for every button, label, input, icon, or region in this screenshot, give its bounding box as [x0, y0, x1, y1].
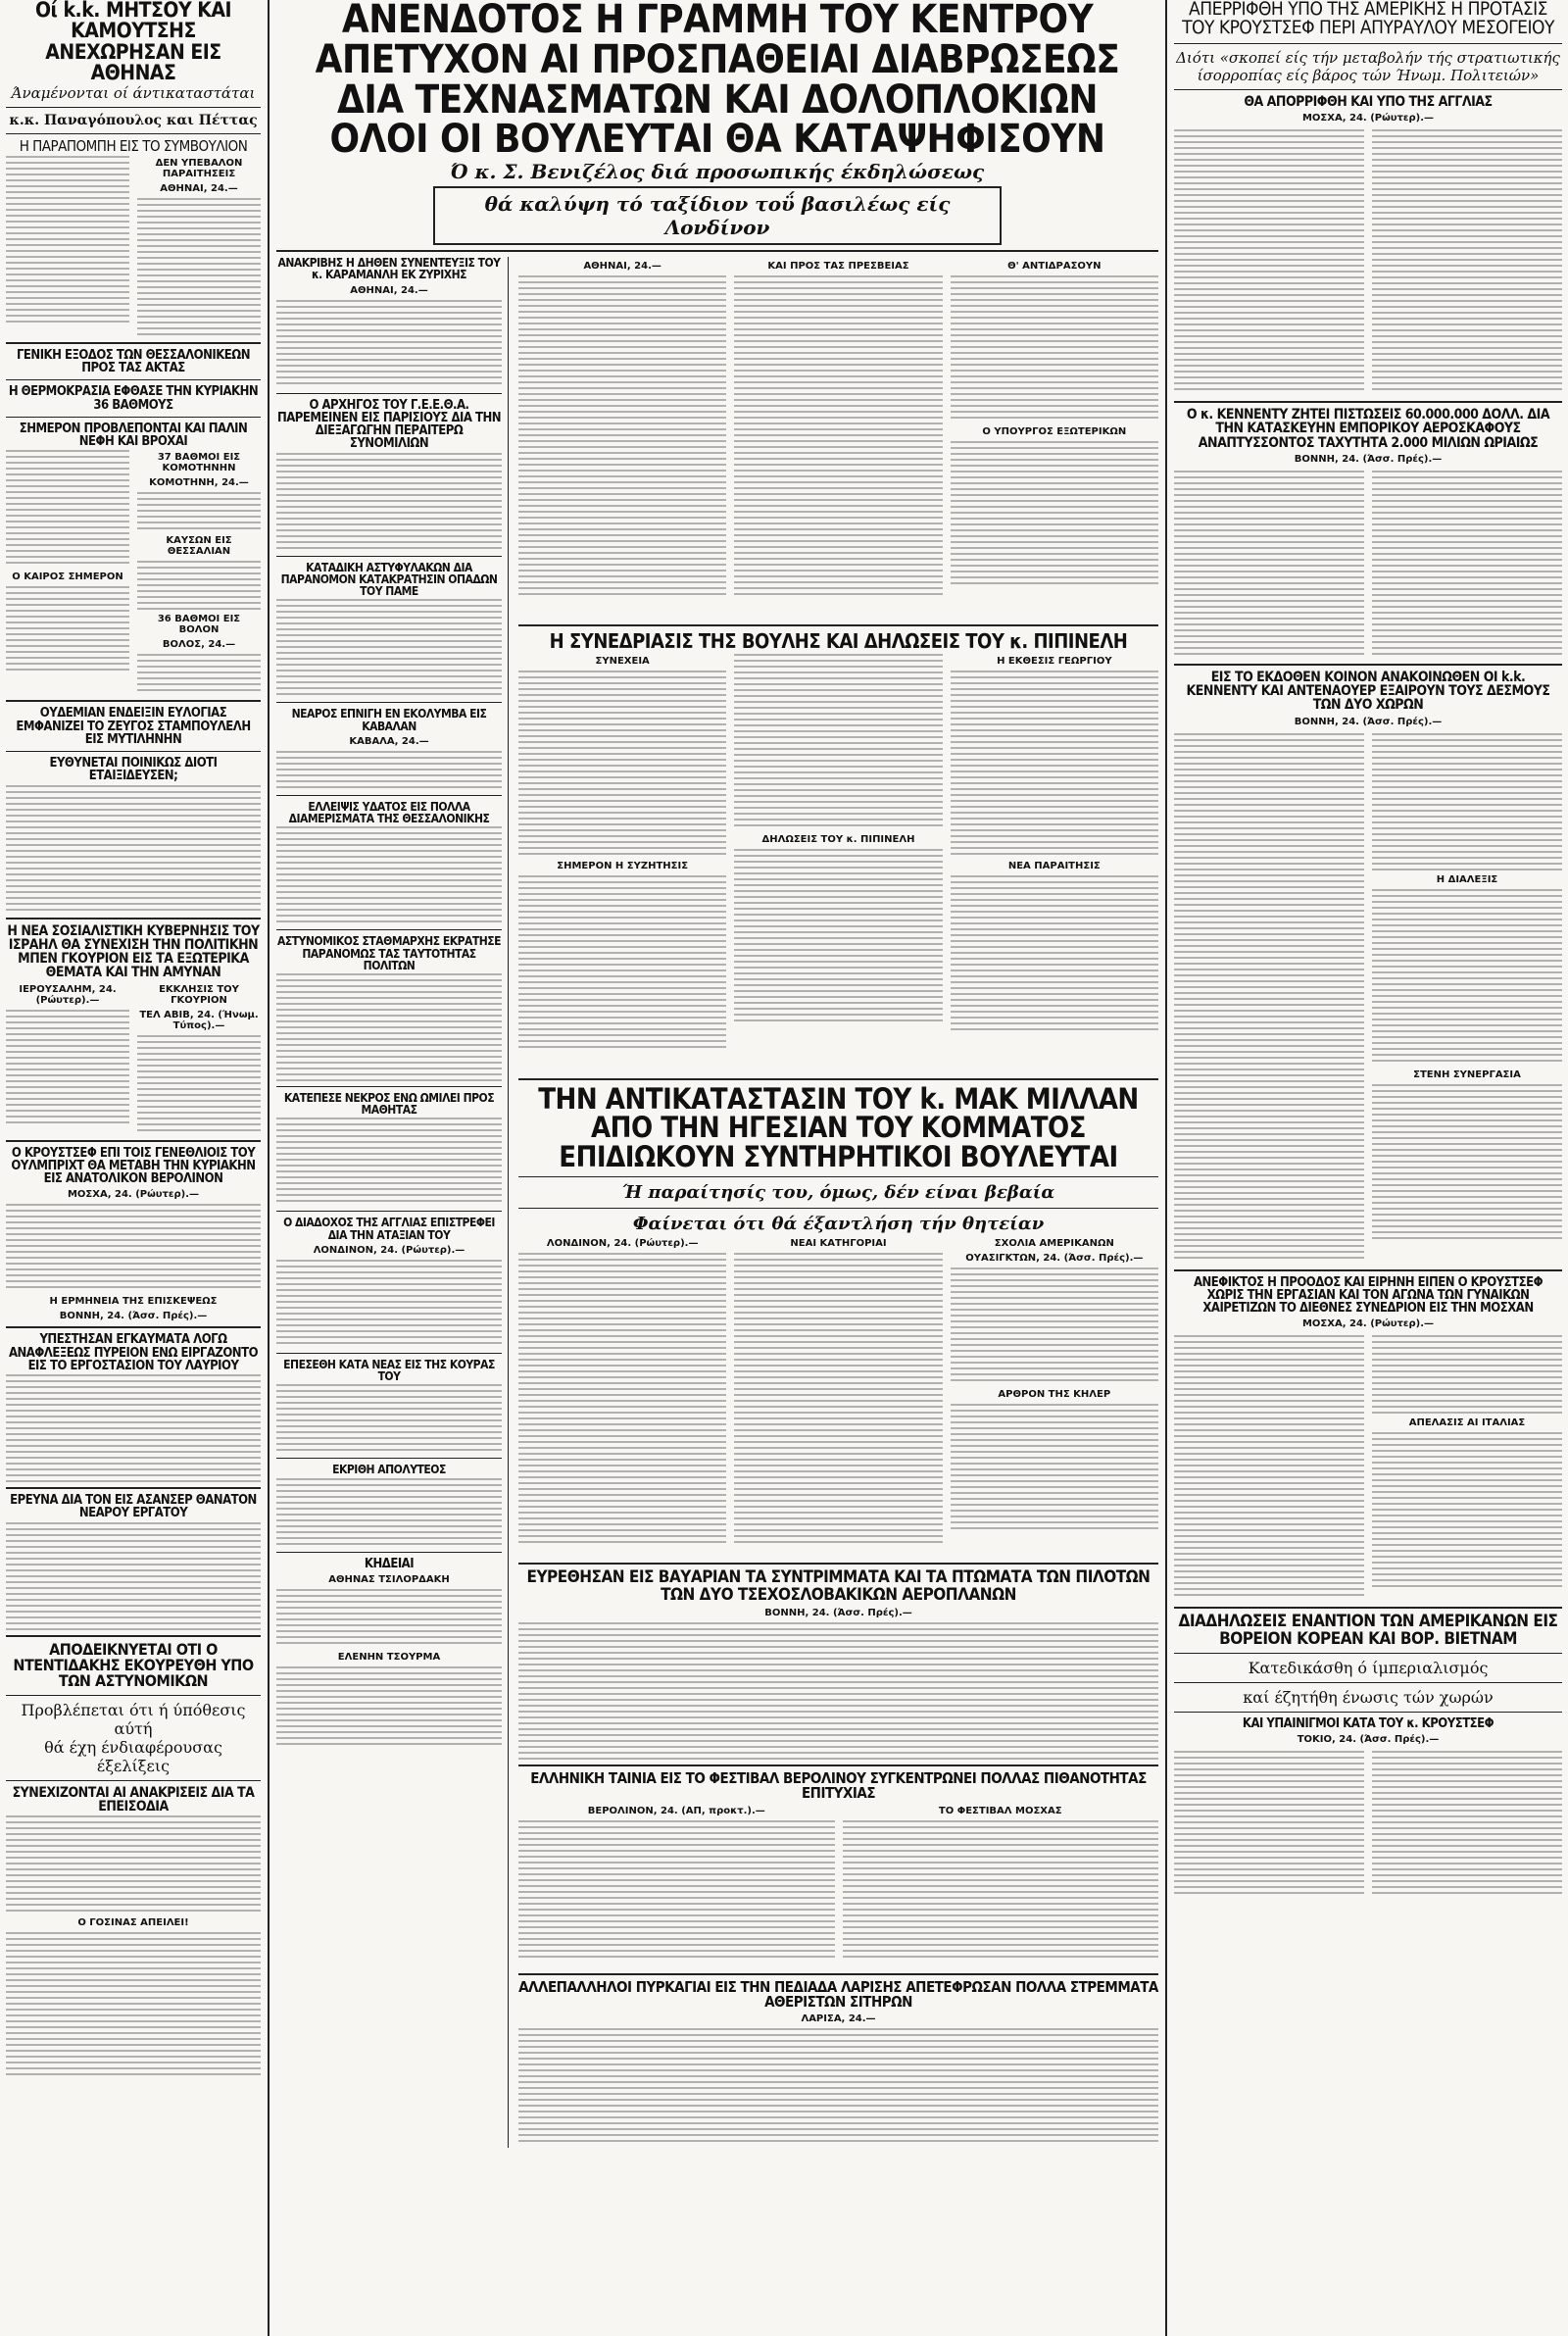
article-body: [1174, 129, 1364, 394]
section-heading: ΣΗΜΕΡΟΝ Η ΣΥΖΗΤΗΣΙΣ: [557, 860, 689, 871]
article-body: [276, 973, 502, 1081]
article-body: [276, 751, 502, 790]
section-heading: Θ' ΑΝΤΙΔΡΑΣΟΥΝ: [1007, 261, 1102, 273]
headline-teacher: ΚΑΤΕΠΕΣΕ ΝΕΚΡΟΣ ΕΝΩ ΩΜΙΛΕΙ ΠΡΟΣ ΜΑΘΗΤΑΣ: [283, 1091, 495, 1118]
article-body: [6, 1815, 261, 1914]
article-body: [518, 671, 726, 857]
article-body: [1372, 1084, 1562, 1241]
banner-subhead: θά καλύψη τό ταξίδιον τοΰ βασιλέως είς Λονδίνον: [484, 192, 951, 240]
article-body: [734, 1253, 942, 1547]
section-heading: 37 ΒΑΘΜΟΙ ΕΙΣ ΚΟΜΟΤΗΝΗΝ: [157, 452, 241, 474]
headline-macmillan: ΑΠΟ ΤΗΝ ΗΓΕΣΙΑΝ ΤΟΥ ΚΟΜΜΑΤΟΣ: [590, 1111, 1086, 1145]
subhead: Η ΠΑΡΑΠΟΜΠΗ ΕΙΣ ΤΟ ΣΥΜΒΟΥΛΙΟΝ: [19, 136, 248, 155]
article-body: [1174, 1751, 1364, 1898]
article-body: [276, 1384, 502, 1453]
section-heading: Ο ΓΟΣΙΝΑΣ ΑΠΕΙΛΕΙ!: [77, 1917, 189, 1929]
article-body: [276, 1478, 502, 1547]
headline-stampouleli: ΟΥΔΕΜΙΑΝ ΕΝΔΕΙΞΙΝ ΕΥΛΟΓΙΑΣ ΕΜΦΑΝΙΖΕΙ ΤΟ ΖΕΥΓΟΣ ΣΤΑΜΠΟΥΛΕΛΗ ΕΙΣ ΜΥΤΙΛΗΝΗΝ: [16, 706, 251, 747]
section-heading: ΤΟ ΦΕΣΤΙΒΑΛ ΜΟΣΧΑΣ: [938, 1805, 1062, 1816]
section-heading: ΚΑΥΣΩΝ ΕΙΣ ΘΕΣΣΑΛΙΑΝ: [166, 535, 232, 558]
subhead: Διότι «σκοπεί είς τήν μεταβολήν τής στρατιωτικής ίσορροπίας είς βάρος τών Ήνωμ. Πολιτειών»: [1176, 48, 1560, 84]
section-heading: Ο ΥΠΟΥΡΓΟΣ ΕΞΩΤΕΡΙΚΩΝ: [982, 426, 1127, 438]
headline-mitsou: Οί k.k. ΜΗΤΣΟΥ ΚΑΙ ΚΑΜΟΥΤΣΗΣ ΑΝΕΧΩΡΗΣΑΝ ΕΙΣ ΑΘΗΝΑΣ: [34, 0, 232, 85]
article-body: [276, 300, 502, 388]
article-body: [1174, 471, 1364, 657]
headline-macmillan: ΤΗΝ ΑΝΤΙΚΑΤΑΣΤΑΣΙΝ ΤΟΥ k. ΜΑΚ ΜΙΛΛΑΝ: [538, 1081, 1139, 1116]
left-column: [0, 0, 267, 2336]
article-body: [6, 586, 129, 674]
center-column: [270, 0, 1164, 2336]
article-body: [137, 198, 261, 335]
dateline: ΒΟΝΝΗ, 24. (Άσσ. Πρές).—: [59, 1311, 208, 1322]
dateline: ΒΕΡΟΛΙΝΟΝ, 24. (ΑΠ, προκτ.).—: [587, 1805, 765, 1816]
article-body: [276, 1589, 502, 1648]
article-body: [1372, 1335, 1562, 1414]
article-body: [518, 1622, 1158, 1760]
article-body: [276, 826, 502, 924]
article-body: [137, 561, 261, 610]
article-body: [518, 875, 726, 1052]
banner-headline: ΑΝΕΝΔΟΤΟΣ Η ΓΡΑΜΜΗ ΤΟΥ ΚΕΝΤΡΟΥ: [341, 0, 1094, 42]
funeral-name: ΑΘΗΝΑΣ ΤΣΙΛΟΡΔΑΚΗ: [328, 1573, 450, 1585]
article-body: [843, 1820, 1159, 1958]
section-heading: Ο ΚΑΙΡΟΣ ΣΗΜΕΡΟΝ: [12, 572, 123, 583]
dateline: ΑΘΗΝΑΙ, 24.—: [350, 284, 428, 296]
article-body: [1372, 129, 1562, 394]
short-news-column: [276, 257, 509, 2148]
article-body: [6, 1204, 261, 1292]
article-body: [6, 785, 261, 913]
headline-bavaria: ΕΥΡΕΘΗΣΑΝ ΕΙΣ ΒΑΥΑΡΙΑΝ ΤΑ ΣΥΝΤΡΙΜΜΑΤΑ ΚΑΙ ΤΑ ΠΤΩΜΑΤΑ ΤΩΝ ΠΙΛΟΤΩΝ ΤΩΝ ΔΥΟ ΤΣΕΧΟΣΛΟΒΑΚΙΚΩΝ ΑΕΡΟΠΛΑΝΩΝ: [526, 1567, 1151, 1605]
article-body: [276, 1260, 502, 1348]
article-body: [1174, 1335, 1364, 1600]
article-body: [6, 1932, 261, 2079]
subhead: ΘΑ ΑΠΟΡΡΙΦΘΗ ΚΑΙ ΥΠΟ ΤΗΣ ΑΓΓΛΙΑΣ: [1244, 93, 1493, 110]
article-body: [1372, 471, 1562, 657]
section-heading: Η ΕΚΘΕΣΙΣ ΓΕΩΡΓΙΟΥ: [997, 655, 1112, 667]
dateline: ΟΥΑΣΙΓΚΤΩΝ, 24. (Άσσ. Πρές).—: [965, 1253, 1144, 1265]
headline-kennedy-aircraft: Ο κ. ΚΕΝΝΕΝΤΥ ΖΗΤΕΙ ΠΙΣΤΩΣΕΙΣ 60.000.000 ΔΟΛΛ. ΔΙΑ ΤΗΝ ΚΑΤΑΣΚΕΥΗΝ ΕΜΠΟΡΙΚΟΥ ΑΕΡΟΣΚΑΦΟΥΣ ΑΝΑΠΤΥΣΣΟΝΤΟΣ ΤΑΧΥΤΗΤΑ 2.000 ΜΙΛΙΩΝ ΩΡΙΑΙΩΣ: [1186, 407, 1550, 451]
section-heading: ΕΚΚΛΗΣΙΣ ΤΟΥ ΓΚΟΥΡΙΟΝ: [159, 983, 239, 1006]
headline-elevator: ΕΡΕΥΝΑ ΔΙΑ ΤΟΝ ΕΙΣ ΑΣΑΝΣΕΡ ΘΑΝΑΤΟΝ ΝΕΑΡΟΥ ΕΡΓΑΤΟΥ: [10, 1493, 257, 1521]
article-body: [6, 1010, 129, 1127]
banner-headline: ΔΙΑ ΤΕΧΝΑΣΜΑΤΩΝ ΚΑΙ ΔΟΛΟΠΛΟΚΙΩΝ: [336, 76, 1099, 123]
subhead: θά έχη ένδιαφέρουσας έξελίξεις: [44, 1737, 222, 1775]
article-body: [276, 599, 502, 697]
headline-nuclear-free: ΑΠΕΡΡΙΦΘΗ ΥΠΟ ΤΗΣ ΑΜΕΡΙΚΗΣ Η ΠΡΟΤΑΣΙΣ ΤΟΥ ΚΡΟΥΣΤΣΕΦ ΠΕΡΙ ΑΠΥΡΑΥΛΟΥ ΜΕΣΟΓΕΙΟΥ: [1182, 0, 1554, 39]
headline-acquitted: ΕΚΡΙΘΗ ΑΠΟΛΥΤΕΟΣ: [332, 1463, 446, 1477]
dateline: ΚΟΜΟΤΗΝΗ, 24.—: [149, 477, 249, 489]
section-heading: ΝΕΑ ΠΑΡΑΙΤΗΣΙΣ: [1007, 860, 1101, 871]
article-body: [276, 1118, 502, 1206]
article-body: [1372, 1751, 1562, 1898]
headline-heatwave: ΓΕΝΙΚΗ ΕΞΟΔΟΣ ΤΩΝ ΘΕΣΣΑΛΟΝΙΚΕΩΝ ΠΡΟΣ ΤΑΣ ΑΚΤΑΣ: [16, 347, 251, 376]
subhead: ΕΥΘΥΝΕΤΑΙ ΠΟΙΝΙΚΩΣ ΔΙΟΤΙ ΕΤΑΙΞΙΔΕΥΣΕΝ;: [49, 756, 218, 784]
headline-stationmaster: ΑΣΤΥΝΟΜΙΚΟΣ ΣΤΑΘΜΑΡΧΗΣ ΕΚΡΑΤΗΣΕ ΠΑΡΑΝΟΜΩΣ ΤΑΣ ΤΑΥΤΟΤΗΤΑΣ ΠΟΛΙΤΩΝ: [276, 934, 501, 972]
article-body: [951, 1404, 1158, 1531]
headline-fires: ΑΛΛΕΠΑΛΛΗΛΟΙ ΠΥΡΚΑΓΙΑΙ ΕΙΣ ΤΗΝ ΠΕΔΙΑΔΑ ΛΑΡΙΣΗΣ ΑΠΕΤΕΦΡΩΣΑΝ ΠΟΛΛΑ ΣΤΡΕΜΜΑΤΑ ΑΘΕΡΙΣΤΩΝ ΣΙΤΗΡΩΝ: [518, 1977, 1158, 2011]
banner-headline: ΑΠΕΤΥΧΟΝ ΑΙ ΠΡΟΣΠΑΘΕΙΑΙ ΔΙΑΒΡΩΣΕΩΣ: [315, 36, 1120, 82]
section-heading: ΑΡΘΡΟΝ ΤΗΣ ΚΗΛΕΡ: [998, 1389, 1111, 1401]
headline-karamanlis: ΑΝΑΚΡΙΒΗΣ Η ΔΗΘΕΝ ΣΥΝΕΝΤΕΥΞΙΣ ΤΟΥ κ. ΚΑΡΑΜΑΝΛΗ ΕΚ ΖΥΡΙΧΗΣ: [277, 256, 501, 282]
subhead: Ή παραίτησίς του, όμως, δέν είναι βεβαία: [621, 1182, 1055, 1204]
dateline: ΒΟΝΝΗ, 24. (Άσσ. Πρές).—: [764, 1607, 912, 1618]
dateline: ΤΕΛ ΑΒΙΒ, 24. (Ήνωμ. Τύπος).—: [139, 1009, 259, 1031]
article-body: [951, 441, 1158, 588]
dateline: ΑΘΗΝΑΙ, 24.—: [160, 182, 238, 194]
article-body: [1174, 733, 1364, 1263]
article-body: [137, 1035, 261, 1133]
article-body: [6, 1374, 261, 1482]
subhead: καί έζητήθη ένωσις τών χωρών: [1243, 1688, 1494, 1708]
article-body: [951, 875, 1158, 1032]
article-body: [518, 1253, 726, 1547]
subhead: Προβλέπεται ότι ή ύπόθεσις αύτή: [21, 1700, 246, 1738]
article-body: [518, 1820, 835, 1958]
headline-funerals: ΚΗΔΕΙΑΙ: [364, 1556, 415, 1571]
article-body: [1372, 1432, 1562, 1589]
right-column: [1168, 0, 1568, 2336]
section-heading: Η ΔΙΑΛΕΞΙΣ: [1436, 873, 1498, 885]
subhead: Άναμένονται οί άντικαταστάται: [11, 83, 256, 102]
dateline: ΜΟΣΧΑ, 24. (Ρώυτερ).—: [67, 1189, 200, 1201]
headline-kennedy-adenauer: ΕΙΣ ΤΟ ΕΚΔΟΘΕΝ ΚΟΙΝΟΝ ΑΝΑΚΟΙΝΩΘΕΝ ΟΙ k.k. ΚΕΝΝΕΝΤΥ ΚΑΙ ΑΝΤΕΝΑΟΥΕΡ ΕΞΑΙΡΟΥΝ ΤΟΥΣ ΔΕΣΜΟΥΣ ΤΩΝ ΔΥΟ ΧΩΡΩΝ: [1186, 669, 1550, 714]
subhead: ΣΗΜΕΡΟΝ ΠΡΟΒΛΕΠΟΝΤΑΙ ΚΑΙ ΠΑΛΙΝ ΝΕΦΗ ΚΑΙ ΒΡΟΧΑΙ: [19, 421, 248, 450]
section-heading: ΔΕΝ ΥΠΕΒΑΛΟΝ ΠΑΡΑΙΤΗΣΕΙΣ: [155, 157, 243, 179]
section-heading: ΑΠΕΛΑΣΙΣ ΑΙ ΙΤΑΛΙΑΣ: [1408, 1417, 1526, 1429]
section-heading: 36 ΒΑΘΜΟΙ ΕΙΣ ΒΟΛΟΝ: [157, 614, 241, 636]
center-main-stories: [518, 257, 1158, 2148]
section-heading: Η ΕΡΜΗΝΕΙΑ ΤΗΣ ΕΠΙΣΚΕΨΕΩΣ: [49, 1296, 218, 1308]
headline-macmillan: ΕΠΙΔΙΩΚΟΥΝ ΣΥΝΤΗΡΗΤΙΚΟΙ ΒΟΥΛΕΥΤΑΙ: [559, 1139, 1118, 1173]
dateline: ΙΕΡΟΥΣΑΛΗΜ, 24. (Ρώυτερ).—: [19, 983, 117, 1006]
subhead: Κατεδικάσθη ό ίμπεριαλισμός: [1248, 1659, 1489, 1678]
section-heading: ΚΑΙ ΠΡΟΣ ΤΑΣ ΠΡΕΣΒΕΙΑΣ: [767, 261, 909, 273]
subhead: ΣΥΝΕΧΙΖΟΝΤΑΙ ΑΙ ΑΝΑΚΡΙΣΕΙΣ ΔΙΑ ΤΑ ΕΠΕΙΣΟΔΙΑ: [12, 1784, 255, 1814]
funeral-name: ΕΛΕΝΗΝ ΤΣΟΥΡΜΑ: [337, 1651, 441, 1663]
dateline: ΜΟΣΧΑ, 24. (Ρώυτερ).—: [1301, 113, 1435, 124]
dateline: ΜΟΣΧΑ, 24. (Ρώυτερ).—: [1301, 1318, 1435, 1330]
subhead: ΚΑΙ ΥΠΑΙΝΙΓΜΟΙ ΚΑΤΑ ΤΟΥ κ. ΚΡΟΥΣΤΣΕΦ: [1242, 1716, 1494, 1732]
headline-ntentidakis: ΑΠΟΔΕΙΚΝΥΕΤΑΙ ΟΤΙ Ο ΝΤΕΝΤΙΔΑΚΗΣ ΕΚΟΥΡΕΥΘΗ ΥΠΟ ΤΩΝ ΑΣΤΥΝΟΜΙΚΩΝ: [13, 1639, 254, 1691]
article-body: [951, 275, 1158, 422]
article-body: [1372, 889, 1562, 1066]
headline-heir: Ο ΔΙΑΔΟΧΟΣ ΤΗΣ ΑΓΓΛΙΑΣ ΕΠΙΣΤΡΕΦΕΙ ΔΙΑ ΤΗΝ ΑΤΑΞΙΑΝ ΤΟΥ: [283, 1216, 495, 1242]
dateline: ΛΟΝΔΙΝΟΝ, 24. (Ρώυτερ).—: [313, 1244, 466, 1256]
subhead: Η ΘΕΡΜΟΚΡΑΣΙΑ ΕΦΘΑΣΕ ΤΗΝ ΚΥΡΙΑΚΗΝ 36 ΒΑΘΜΟΥΣ: [8, 384, 259, 413]
section-heading: ΝΕΑΙ ΚΑΤΗΓΟΡΙΑΙ: [790, 1238, 887, 1250]
article-body: [951, 1267, 1158, 1385]
headline-khrushchev-berlin: Ο ΚΡΟΥΣΤΣΕΦ ΕΠΙ ΤΟΙΣ ΓΕΝΕΘΛΙΟΙΣ ΤΟΥ ΟΥΛΜΠΡΙΧΤ ΘΑ ΜΕΤΑΒΗ ΤΗΝ ΚΥΡΙΑΚΗΝ ΕΙΣ ΑΝΑΤΟΛΙΚΟΝ ΒΕΡΟΛΙΝΟΝ: [11, 1145, 256, 1187]
headline-attack: ΕΠΕΣΕΘΗ ΚΑΤΑ ΝΕΑΣ ΕΙΣ ΤΗΣ ΚΟΥΡΑΣ ΤΟΥ: [283, 1357, 495, 1384]
article-body: [734, 654, 942, 830]
section-heading: ΔΗΛΩΣΕΙΣ ΤΟΥ κ. ΠΙΠΙΝΕΛΗ: [761, 833, 915, 845]
headline-festival: ΕΛΛΗΝΙΚΗ ΤΑΙΝΙΑ ΕΙΣ ΤΟ ΦΕΣΤΙΒΑΛ ΒΕΡΟΛΙΝΟΥ ΣΥΓΚΕΝΤΡΩΝΕΙ ΠΟΛΛΑΣ ΠΙΘΑΝΟΤΗΤΑΣ ΕΠΙΤΥΧΙΑΣ: [530, 1768, 1147, 1803]
article-body: [734, 275, 942, 599]
article-body: [6, 1522, 261, 1630]
headline-lavrio: ΥΠΕΣΤΗΣΑΝ ΕΓΚΑΥΜΑΤΑ ΛΟΓΩ ΑΝΑΦΛΕΞΕΩΣ ΠΥΡΕΙΟΝ ΕΝΩ ΕΙΡΓΑΖΟΝΤΟ ΕΙΣ ΤΟ ΕΡΓΟΣΤΑΣΙΟΝ ΤΟΥ ΛΑΥΡΙΟΥ: [8, 1332, 259, 1373]
headline-drowning: ΝΕΑΡΟΣ ΕΠΝΙΓΗ ΕΝ ΕΚΟΛΥΜΒΑ ΕΙΣ ΚΑΒΑΛΑΝ: [291, 707, 487, 733]
headline-police: ΚΑΤΑΔΙΚΗ ΑΣΤΥΦΥΛΑΚΩΝ ΔΙΑ ΠΑΡΑΝΟΜΟΝ ΚΑΤΑΚΡΑΤΗΣΙΝ ΟΠΑΔΩΝ ΤΟΥ ΠΑΜΕ: [280, 560, 498, 599]
banner-headline: ΟΛΟΙ ΟΙ ΒΟΥΛΕΥΤΑΙ ΘΑ ΚΑΤΑΨΗΦΙΣΟΥΝ: [329, 117, 1105, 163]
headline-israel: Η ΝΕΑ ΣΟΣΙΑΛΙΣΤΙΚΗ ΚΥΒΕΡΝΗΣΙΣ ΤΟΥ ΙΣΡΑΗΛ ΘΑ ΣΥΝΕΧΙΣΗ ΤΗΝ ΠΟΛΙΤΙΚΗΝ ΜΠΕΝ ΓΚΟΥΡΙΟΝ ΕΙΣ ΤΑ ΕΞΩΤΕΡΙΚΑ ΘΕΜΑΤΑ ΚΑΙ ΤΗΝ ΑΜΥΝΑΝ: [7, 922, 260, 981]
article-body: [137, 492, 261, 531]
article-body: [276, 453, 502, 551]
subhead: Φαίνεται ότι θά έξαντλήση τήν θητείαν: [632, 1214, 1045, 1235]
banner-subhead: Ό κ. Σ. Βενιζέλος διά προσωπικής έκδηλώσεως: [450, 160, 985, 184]
dateline: ΛΟΝΔΙΝΟΝ, 24. (Ρώυτερ).—: [546, 1238, 699, 1250]
article-body: [518, 275, 726, 599]
dateline: ΒΟΛΟΣ, 24.—: [162, 639, 236, 651]
dateline: ΤΟΚΙΟ, 24. (Άσσ. Πρές).—: [1297, 1734, 1440, 1746]
article-body: [1372, 733, 1562, 870]
article-body: [137, 654, 261, 693]
article-body: [951, 671, 1158, 857]
dateline: ΑΘΗΝΑΙ, 24.—: [583, 261, 662, 273]
section-heading: ΣΧΟΛΙΑ ΑΜΕΡΙΚΑΝΩΝ: [994, 1238, 1114, 1250]
section-heading: ΣΤΕΝΗ ΣΥΝΕΡΓΑΣΙΑ: [1413, 1069, 1521, 1080]
headline-women-congress: ΑΝΕΦΙΚΤΟΣ Η ΠΡΟΟΔΟΣ ΚΑΙ ΕΙΡΗΝΗ ΕΙΠΕΝ Ο ΚΡΟΥΣΤΣΕΦ ΧΩΡΙΣ ΤΗΝ ΕΡΓΑΣΙΑΝ ΚΑΙ ΤΟΝ ΑΓΩΝΑ ΤΩΝ ΓΥΝΑΙΚΩΝ ΧΑΙΡΕΤΙΖΩΝ ΤΟ ΔΙΕΘΝΕΣ ΣΥΝΕΔΡΙΟΝ ΕΙΣ ΤΗΝ ΜΟΣΧΑΝ: [1193, 1274, 1544, 1317]
dateline: ΛΑΡΙΣΑ, 24.—: [801, 2013, 876, 2025]
article-body: [276, 1666, 502, 1745]
headline-water: ΕΛΛΕΙΨΙΣ ΥΔΑΤΟΣ ΕΙΣ ΠΟΛΛΑ ΔΙΑΜΕΡΙΣΜΑΤΑ ΤΗΣ ΘΕΣΣΑΛΟΝΙΚΗΣ: [288, 799, 490, 826]
section-heading: ΣΥΝΕΧΕΙΑ: [595, 655, 650, 667]
dateline: ΚΑΒΑΛΑ, 24.—: [349, 735, 429, 747]
article-body: [6, 450, 129, 568]
subhead: κ.κ. Παναγόπουλος και Πέττας: [9, 112, 258, 128]
article-body: [6, 156, 129, 323]
article-body: [734, 849, 942, 1025]
dateline: ΒΟΝΝΗ, 24. (Άσσ. Πρές).—: [1294, 716, 1443, 727]
headline-parliament: Η ΣΥΝΕΔΡΙΑΣΙΣ ΤΗΣ ΒΟΥΛΗΣ ΚΑΙ ΔΗΛΩΣΕΙΣ ΤΟΥ κ. ΠΙΠΙΝΕΛΗ: [549, 629, 1128, 654]
headline-korea-vietnam: ΔΙΑΔΗΛΩΣΕΙΣ ΕΝΑΝΤΙΟΝ ΤΩΝ ΑΜΕΡΙΚΑΝΩΝ ΕΙΣ ΒΟΡΕΙΟΝ ΚΟΡΕΑΝ ΚΑΙ ΒΟΡ. ΒΙΕΤΝΑΜ: [1178, 1612, 1558, 1649]
article-body: [518, 2028, 1158, 2146]
headline-geetha: Ο ΑΡΧΗΓΟΣ ΤΟΥ Γ.Ε.Ε.Θ.Α. ΠΑΡΕΜΕΙΝΕΝ ΕΙΣ ΠΑΡΙΣΙΟΥΣ ΔΙΑ ΤΗΝ ΔΙΕΞΑΓΩΓΗΝ ΠΕΡΑΙΤΕΡΩ ΣΥΝΟΜΙΛΙΩΝ: [276, 397, 502, 452]
dateline: ΒΟΝΝΗ, 24. (Άσσ. Πρές).—: [1294, 453, 1443, 465]
